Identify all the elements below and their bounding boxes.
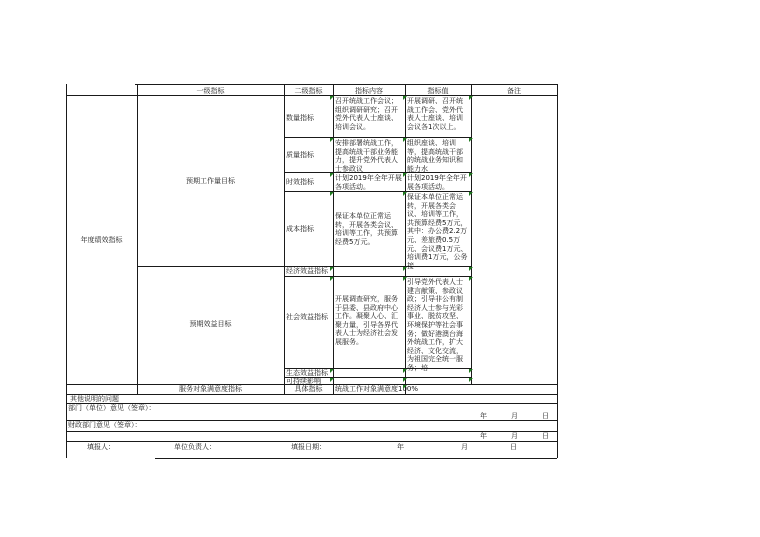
quantity-indicator: 数量指标 — [286, 114, 314, 122]
header-level2: 二级指标 — [294, 87, 323, 95]
finance-year: 年 — [480, 432, 487, 440]
cell-flag-icon — [469, 96, 473, 100]
grid-line — [137, 84, 138, 394]
dept-year: 年 — [480, 412, 487, 420]
social-value: 引导党外代表人士建言献策、参政议政；引导非公有制经济人士参与光彩事业、脱贫攻坚、环境保护等社会事务；做好港澳台海外统战工作，扩大经济、文化交流，为祖国完全统一服务；培 — [407, 278, 463, 372]
fill-month: 月 — [461, 443, 468, 451]
header-content: 指标内容 — [355, 87, 383, 95]
cell-flag-icon — [403, 96, 407, 100]
unit-head-label: 单位负责人： — [174, 443, 216, 451]
cell-flag-icon — [330, 267, 334, 271]
quantity-value: 开展调研、召开统战工作会、党外代表人士座谈、培训会议各1次以上。 — [407, 97, 463, 131]
timeliness-indicator: 时效指标 — [286, 178, 314, 186]
grid-line — [284, 172, 471, 173]
dept-day: 日 — [542, 412, 549, 420]
header-note: 备注 — [507, 87, 521, 95]
cell-flag-icon — [469, 378, 473, 382]
dept-opinion-label: 部门（单位）意见（签章）： — [68, 404, 156, 412]
grid-line — [284, 84, 285, 394]
quantity-content: 召开统战工作会议；组织调研研究；召开党外代表人士座谈、培训会议。 — [335, 97, 398, 131]
social-content: 开展调查研究，服务于县委、县政府中心工作。凝聚人心、汇聚力量，引导各界代表人士为经济社会发展服务。 — [335, 295, 398, 346]
fill-year: 年 — [397, 443, 404, 451]
finance-opinion-label: 财政部门意见（签章）： — [68, 421, 142, 429]
cell-flag-icon — [330, 138, 334, 142]
cell-flag-icon — [403, 192, 407, 196]
specific-indicator: 具体指标 — [294, 385, 323, 393]
grid-line — [333, 84, 334, 394]
cell-flag-icon — [403, 385, 407, 389]
annual-indicator-label: 年度绩效指标 — [80, 236, 123, 244]
cell-flag-icon — [330, 173, 334, 177]
cost-content: 保证本单位正常运转，开展各类会议、培训等工作，共预算经费5万元。 — [335, 212, 398, 246]
timeliness-content: 计划2019年全年开展各项活动。 — [335, 174, 402, 191]
cell-flag-icon — [469, 138, 473, 142]
cell-flag-icon — [469, 277, 473, 281]
grid-line — [557, 84, 558, 458]
cell-flag-icon — [330, 192, 334, 196]
other-issues-label: 其他说明的问题 — [70, 395, 119, 403]
satisfaction-value: 统战工作对象满意度100% — [335, 385, 419, 393]
grid-line — [284, 276, 471, 277]
cell-flag-icon — [403, 173, 407, 177]
finance-month: 月 — [511, 432, 518, 440]
header-level1: 一级指标 — [196, 87, 225, 95]
grid-line — [155, 458, 557, 459]
grid-line — [66, 394, 557, 395]
ecological-benefit-indicator: 生态效益指标 — [286, 369, 328, 377]
dept-month: 月 — [511, 412, 518, 420]
quality-content: 安排部署统战工作，提高统战干部业务能力，提升党外代表人士参政议 — [335, 139, 398, 173]
fill-day: 日 — [510, 443, 517, 451]
quality-value: 组织座谈、培训等，提高统战干部的统战业务知识和能力水 — [407, 139, 463, 173]
grid-line — [66, 441, 557, 442]
cell-flag-icon — [330, 369, 334, 373]
grid-line — [135, 84, 557, 85]
cost-indicator: 成本指标 — [286, 225, 314, 233]
social-benefit-indicator: 社会效益指标 — [286, 313, 328, 321]
satisfaction-indicator: 服务对象满意度指标 — [179, 385, 242, 393]
cell-flag-icon — [403, 138, 407, 142]
grid-line — [471, 84, 472, 384]
filler-label: 填报人： — [87, 443, 115, 451]
cell-flag-icon — [403, 277, 407, 281]
timeliness-value: 计划2019年全年开展各项活动。 — [407, 174, 467, 191]
cell-flag-icon — [403, 378, 407, 382]
finance-day: 日 — [542, 432, 549, 440]
grid-line — [405, 84, 406, 394]
cell-flag-icon — [330, 277, 334, 281]
cost-value: 保证本单位正常运转，开展各类会议、培训等工作，共预算经费5万元，其中：办公费2.2万元、差旅费0.5万元、会议费1万元、培训费1万元，公务接 — [407, 193, 468, 270]
grid-line — [284, 137, 471, 138]
fill-date-label: 填报日期： — [291, 443, 326, 451]
cell-flag-icon — [330, 378, 334, 382]
cell-flag-icon — [403, 267, 407, 271]
grid-line — [66, 84, 67, 458]
cell-flag-icon — [469, 369, 473, 373]
cell-flag-icon — [469, 173, 473, 177]
economic-benefit-indicator: 经济效益指标 — [286, 267, 328, 275]
cell-flag-icon — [403, 369, 407, 373]
benefit-target-label: 预期效益目标 — [189, 320, 232, 328]
output-target-label: 预期工作量目标 — [186, 177, 235, 185]
quality-indicator: 质量指标 — [286, 151, 314, 159]
cell-flag-icon — [330, 96, 334, 100]
cell-flag-icon — [469, 267, 473, 271]
header-value: 指标值 — [427, 87, 449, 95]
sustainable-impact-indicator: 可持续影响 — [286, 377, 321, 385]
cell-flag-icon — [469, 192, 473, 196]
